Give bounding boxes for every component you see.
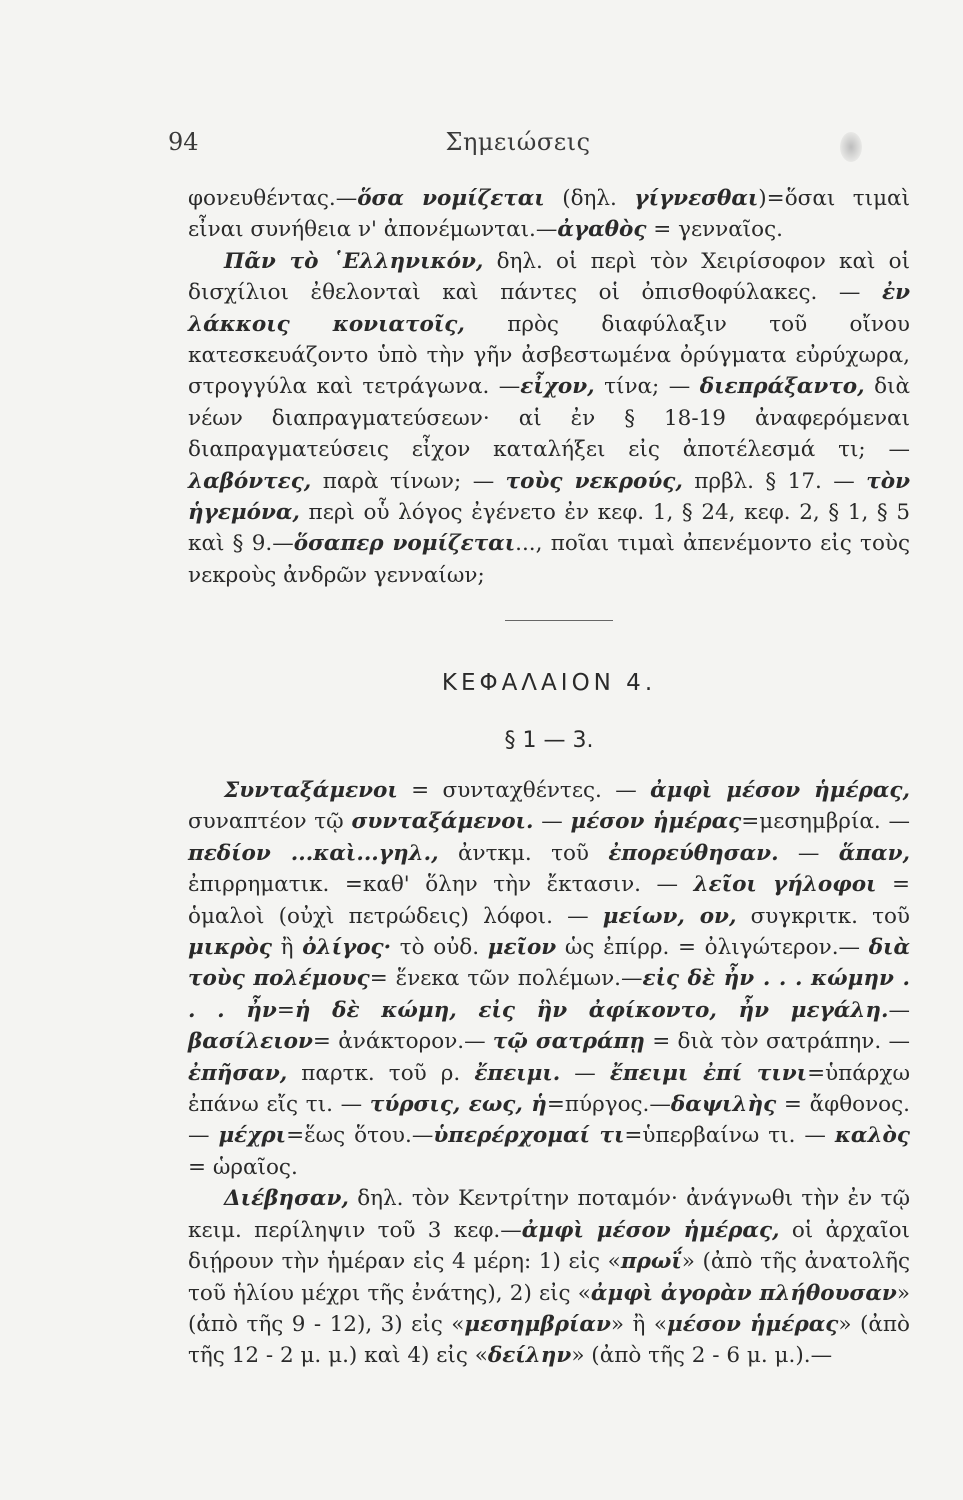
lemma-term: γίγνεσθαι: [634, 186, 759, 211]
note-text: συγκριτκ. τοῦ: [736, 903, 910, 929]
lemma-term: τύρσις, εως, ἡ: [369, 1092, 547, 1118]
lemma-term: πεδίον ...καὶ...γηλ.,: [188, 840, 439, 866]
note-text: ἢ: [271, 935, 303, 961]
note-text: δηλ. τὸν Κεντρίτην ποταμόν· ἀνάγνωθι τὴν ἐν τῷ κειμ. περίληψιν τοῦ 3 κεφ.—: [188, 1186, 910, 1243]
lemma-term: εἰς δὲ ἦν . . . κώμην . . . ἦν: [188, 966, 911, 1023]
note-text: —: [533, 809, 571, 835]
note-text: ..., ποῖαι τιμαὶ ἀπενέμοντο εἰς τοὺς νεκροὺς ἀνδρῶν γενναίων;: [188, 531, 910, 588]
note-text: πρβλ. § 17. —: [682, 468, 867, 494]
chapter-heading: ΚΕΦΑΛΑΙΟΝ 4.: [441, 670, 657, 696]
section-divider: [505, 620, 613, 621]
lemma-term: τὸν ἡγεμόνα,: [188, 468, 910, 526]
lemma-term: ὅσα νομίζεται: [357, 186, 545, 211]
lemma-term: ἐπῆσαν,: [188, 1060, 288, 1086]
lemma-term: ὅσαπερ νομίζεται: [293, 531, 516, 557]
note-text: πρὸς διαφύλαξιν τοῦ οἴνου κατεσκευάζοντο ὑπὸ τὴν γῆν ἀσβεστωμένα ὀρύγματα εὐρύχωρα, στρογγύλα καὶ τετράγωνα. —: [188, 311, 910, 400]
note-text: περὶ οὗ λόγος ἐγένετο ἐν κεφ. 1, § 24, κεφ. 2, § 1, § 5 καὶ § 9.—: [188, 500, 910, 557]
note-text: » (ἀπὸ τῆς 2 - 6 μ. μ.).—: [571, 1343, 833, 1369]
page-number: 94: [168, 128, 199, 156]
lemma-term: τοὺς νεκρούς,: [505, 468, 683, 494]
lemma-term: ὀλίγος·: [302, 935, 392, 961]
note-text: =πύργος.—: [546, 1092, 671, 1118]
lemma-term: μεῖον: [487, 935, 557, 961]
lemma-term: μεσημβρίαν: [464, 1311, 611, 1337]
note-text: = ἄφθονος. —: [188, 1092, 910, 1149]
note-text: τίνα; —: [594, 374, 700, 400]
lemma-term: πρωΐ: [620, 1249, 682, 1275]
note-text: ἐπιρρηματικ. =καθ' ὅλην τὴν ἔκτασιν. —: [188, 872, 694, 898]
lemma-term: λεῖοι γήλοφοι: [693, 872, 877, 898]
note-text: = ἕνεκα τῶν πολέμων.—: [369, 966, 643, 992]
note-paragraph: [188, 246, 910, 591]
lemma-term: διεπράξαντο,: [699, 374, 865, 400]
lemma-term: διὰ τοὺς πολέμους: [188, 935, 910, 992]
note-text: =: [276, 997, 295, 1023]
lemma-term: ἔπειμι ἐπί τινι: [609, 1060, 808, 1086]
lemma-term: Συνταξάμενοι: [224, 778, 398, 803]
lemma-term: Διέβησαν,: [224, 1186, 349, 1212]
note-text: διὰ νέων διαπραγματεύσεων· αἱ ἐν § 18-19 ἀναφερόμεναι διαπραγματεύσεις εἶχον καταλήξει εἰς ἀποτέλεσμά τι; —: [188, 374, 910, 463]
note-text: —: [778, 840, 839, 866]
lemma-term: μέχρι: [218, 1123, 287, 1149]
section-heading: § 1 — 3.: [504, 728, 594, 753]
note-text: » (ἀπὸ τῆς ἀνατολῆς τοῦ ἡλίου μέχρι τῆς ἐνάτης), 2) εἰς «: [188, 1249, 910, 1306]
lemma-term: ὑπερέρχομαί τι: [433, 1123, 625, 1149]
note-paragraph: [188, 1183, 910, 1371]
lemma-term: ἡ δὲ κώμη, εἰς ἣν ἀφίκοντο, ἦν μεγάλη.: [294, 997, 889, 1023]
note-text: —: [888, 997, 910, 1023]
lemma-term: βασίλειον: [188, 1029, 313, 1055]
running-title: Σημειώσεις: [445, 128, 591, 156]
note-text: = ὡραῖος.: [188, 1154, 298, 1180]
note-text: —: [560, 1060, 610, 1086]
note-text: =ὑπερβαίνω τι. —: [624, 1123, 835, 1149]
note-text: = ἀνάκτορον.—: [312, 1029, 493, 1055]
lemma-term: καλὸς: [834, 1123, 910, 1149]
lemma-term: ἀγαθὸς: [557, 217, 647, 243]
lemma-term: τῷ σατράπῃ: [492, 1029, 645, 1055]
lemma-term: δείλην: [487, 1343, 572, 1369]
note-text: =ὑπάρχω ἐπάνω εἴς τι. —: [188, 1060, 910, 1118]
lemma-term: μέσον ἡμέρας: [666, 1311, 839, 1337]
note-text: δηλ. οἱ περὶ τὸν Χειρίσοφον καὶ οἱ δισχίλιοι ἐθελονταὶ καὶ πάντες οἱ ὀπισθοφύλακες. —: [188, 248, 911, 306]
note-text: ὡς ἐπίρρ. = ὀλιγώτερον.—: [556, 935, 869, 961]
lemma-term: μικρὸς: [188, 935, 272, 961]
lemma-term: Πᾶν τὸ ῾Ελληνικόν,: [224, 248, 484, 274]
lemma-term: συνταξάμενοι.: [351, 809, 534, 835]
note-text: = γενναῖος.: [646, 217, 784, 243]
note-text: οἱ ἀρχαῖοι διῄρουν τὴν ἡμέραν εἰς 4 μέρη: 1) εἰς «: [188, 1217, 910, 1275]
lemma-term: ἔπειμι.: [474, 1060, 561, 1086]
note-text: ἀντκμ. τοῦ: [438, 840, 609, 866]
note-paragraph: [188, 775, 910, 1183]
lemma-term: μείων, ον,: [602, 903, 737, 929]
note-text: φονευθέντας.—: [188, 186, 358, 211]
note-text: τὸ οὐδ.: [391, 935, 488, 961]
lemma-term: δαψιλὴς: [670, 1092, 777, 1118]
note-text: συναπτέον τῷ: [188, 809, 352, 835]
note-text: » (ἀπὸ τῆς 12 - 2 μ. μ.) καὶ 4) εἰς «: [188, 1311, 910, 1369]
note-text: = συνταχθέντες. —: [397, 778, 651, 803]
lemma-term: ἐν λάκκοις κονιατοῖς,: [188, 280, 910, 337]
lemma-term: λαβόντες,: [188, 468, 312, 494]
lemma-term: μέσον ἡμέρας: [570, 809, 742, 835]
notes-bottom: [188, 775, 910, 1372]
note-text: παρτκ. τοῦ ρ.: [287, 1060, 475, 1086]
note-text: παρὰ τίνων; —: [311, 468, 506, 494]
ink-stain: [840, 132, 862, 162]
lemma-term: ἅπαν,: [838, 840, 910, 866]
note-text: =ἕως ὅτου.—: [286, 1123, 434, 1149]
note-text: = διὰ τὸν σατράπην. —: [644, 1029, 910, 1055]
note-text: = ὁμαλοὶ (οὐχὶ πετρώδεις) λόφοι. —: [188, 872, 910, 929]
lemma-term: ἐπορεύθησαν.: [608, 840, 779, 866]
note-text: (δηλ.: [544, 186, 635, 211]
lemma-term: εἶχον,: [520, 374, 595, 400]
note-paragraph: [188, 183, 910, 246]
lemma-term: ἀμφὶ ἀγορὰν πλήθουσαν: [590, 1280, 897, 1306]
note-text: =μεσημβρία. —: [741, 809, 911, 835]
note-text: )=ὅσαι τιμαὶ εἶναι συνήθεια ν' ἀπονέμωνται.—: [188, 186, 911, 243]
note-text: » ἢ «: [610, 1311, 667, 1337]
lemma-term: ἀμφὶ μέσον ἡμέρας,: [650, 778, 910, 803]
note-text: » (ἀπὸ τῆς 9 - 12), 3) εἰς «: [188, 1280, 910, 1337]
notes-top: [188, 183, 910, 591]
lemma-term: ἀμφὶ μέσον ἡμέρας,: [521, 1217, 780, 1243]
